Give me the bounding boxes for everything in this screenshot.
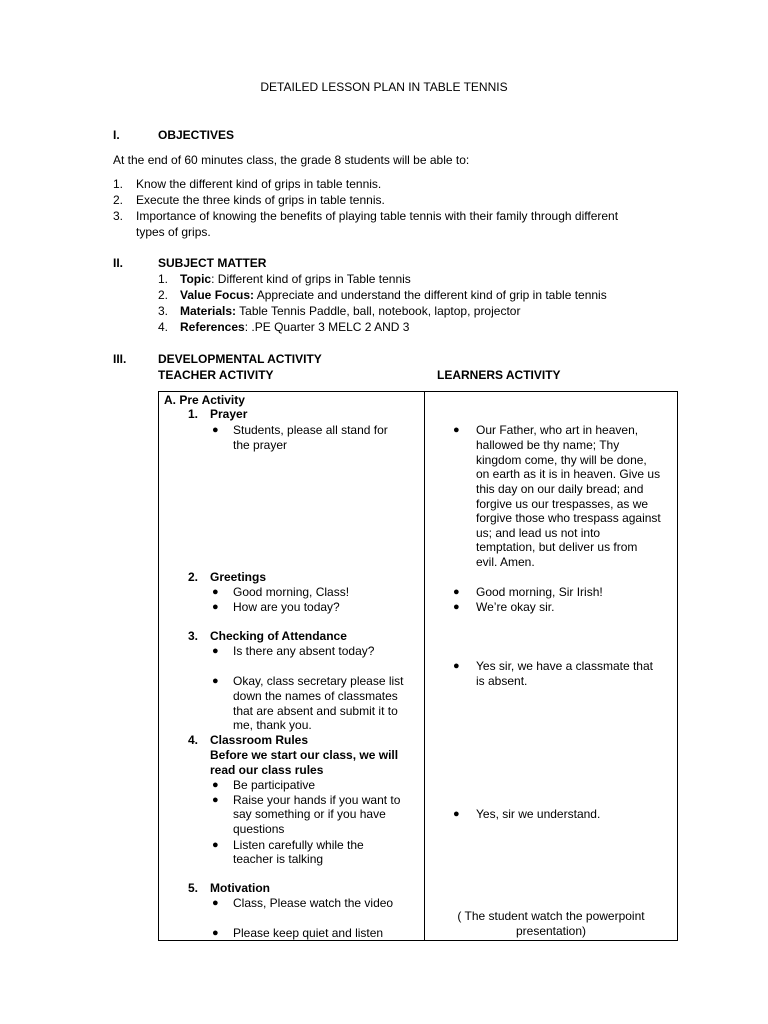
learners-activity-heading: LEARNERS ACTIVITY — [437, 368, 561, 382]
section-number: III. — [113, 352, 127, 366]
table-column-divider — [424, 391, 425, 941]
bullet-icon: ● — [453, 660, 460, 672]
learner-text: Our Father, who art in heaven, — [476, 423, 639, 437]
list-number: 2. — [188, 570, 199, 584]
teacher-text: Students, please all stand for — [233, 423, 388, 437]
step-label: Motivation — [210, 881, 270, 895]
learner-text: on earth as it is in heaven. Give us — [476, 467, 661, 481]
teacher-text: teacher is talking — [233, 852, 324, 866]
subject-item — [180, 288, 607, 303]
learner-text: us; and lead us not into — [476, 526, 601, 540]
section-heading: DEVELOPMENTAL ACTIVITY — [158, 352, 322, 366]
learner-text: this day on our daily bread; and — [476, 482, 644, 496]
bullet-icon: ● — [212, 779, 219, 791]
teacher-text: the prayer — [233, 438, 288, 452]
section-heading: SUBJECT MATTER — [158, 256, 267, 270]
learner-text: Yes, sir we understand. — [476, 807, 601, 821]
list-number: 1. — [113, 177, 124, 191]
section-heading: OBJECTIVES — [158, 128, 235, 142]
teacher-text: Good morning, Class! — [233, 585, 350, 599]
bullet-icon: ● — [212, 897, 219, 909]
bullet-icon: ● — [212, 675, 219, 687]
learner-text: forgive us our trespasses, as we — [476, 497, 649, 511]
objectives-intro: At the end of 60 minutes class, the grade 8 students will be able to: — [113, 153, 470, 167]
teacher-text: Raise your hands if you want to — [233, 793, 401, 807]
list-number: 1. — [158, 272, 169, 286]
learner-text: temptation, but deliver us from — [476, 540, 638, 554]
learner-text: forgive those who trespass against — [476, 511, 661, 525]
list-number: 3. — [113, 209, 124, 223]
step-label: Prayer — [210, 407, 248, 421]
learner-text: Good morning, Sir Irish! — [476, 585, 603, 599]
list-number: 2. — [113, 193, 124, 207]
teacher-text: Is there any absent today? — [233, 644, 375, 658]
learner-text: evil. Amen. — [476, 555, 535, 569]
learner-text: is absent. — [476, 674, 528, 688]
learner-text: hallowed be thy name; Thy — [476, 438, 620, 452]
step-sublabel: read our class rules — [210, 763, 324, 777]
list-number: 1. — [188, 407, 199, 421]
step-sublabel: Before we start our class, we will — [210, 748, 399, 762]
teacher-text: How are you today? — [233, 600, 340, 614]
list-number: 5. — [188, 881, 199, 895]
objective-item-cont: types of grips. — [136, 225, 211, 239]
step-label: Greetings — [210, 570, 267, 584]
bullet-icon: ● — [212, 794, 219, 806]
learner-text: Yes sir, we have a classmate that — [476, 659, 653, 673]
item-label: Topic — [180, 272, 212, 286]
objective-item: Importance of knowing the benefits of playing table tennis with their family through different — [136, 209, 619, 223]
list-number: 4. — [188, 733, 199, 747]
item-text: Appreciate and understand the different kind of grip in table tennis — [254, 288, 607, 302]
item-label: Materials: — [180, 304, 237, 318]
teacher-text: say something or if you have — [233, 807, 386, 821]
item-text: : .PE Quarter 3 MELC 2 AND 3 — [244, 320, 410, 334]
section-number: II. — [113, 256, 124, 270]
list-number: 3. — [188, 629, 199, 643]
section-number: I. — [113, 128, 120, 142]
teacher-activity-heading: TEACHER ACTIVITY — [158, 368, 274, 382]
bullet-icon: ● — [453, 808, 460, 820]
item-text: Table Tennis Paddle, ball, notebook, laptop, projector — [236, 304, 521, 318]
bullet-icon: ● — [212, 645, 219, 657]
step-label: Checking of Attendance — [210, 629, 347, 643]
item-label: References — [180, 320, 245, 334]
learner-text: ( The student watch the powerpoint — [457, 909, 645, 923]
step-label: Classroom Rules — [210, 733, 309, 747]
item-label: Value Focus: — [180, 288, 255, 302]
bullet-icon: ● — [212, 586, 219, 598]
teacher-text: me, thank you. — [233, 718, 312, 732]
list-number: 3. — [158, 304, 169, 318]
subject-item — [180, 272, 411, 287]
teacher-text: Listen carefully while the — [233, 838, 364, 852]
objective-item: Know the different kind of grips in table tennis. — [136, 177, 382, 191]
bullet-icon: ● — [212, 927, 219, 939]
list-number: 2. — [158, 288, 169, 302]
teacher-text: Please keep quiet and listen — [233, 926, 384, 940]
learner-text: presentation) — [515, 924, 587, 938]
learner-text: We’re okay sir. — [476, 600, 555, 614]
teacher-text: that are absent and submit it to — [233, 704, 398, 718]
table-section-title: A. Pre Activity — [164, 393, 245, 407]
teacher-text: Class, Please watch the video — [233, 896, 394, 910]
bullet-icon: ● — [453, 424, 460, 436]
subject-item — [180, 320, 409, 335]
teacher-text: Be participative — [233, 778, 316, 792]
teacher-text: Okay, class secretary please list — [233, 674, 404, 688]
document-title: DETAILED LESSON PLAN IN TABLE TENNIS — [260, 80, 508, 94]
learner-text: kingdom come, thy will be done, — [476, 453, 647, 467]
bullet-icon: ● — [212, 601, 219, 613]
list-number: 4. — [158, 320, 169, 334]
teacher-text: down the names of classmates — [233, 689, 398, 703]
item-text: : Different kind of grips in Table tennis — [211, 272, 411, 286]
bullet-icon: ● — [212, 839, 219, 851]
subject-item — [180, 304, 520, 319]
bullet-icon: ● — [212, 424, 219, 436]
bullet-icon: ● — [453, 586, 460, 598]
objective-item: Execute the three kinds of grips in table tennis. — [136, 193, 385, 207]
bullet-icon: ● — [453, 601, 460, 613]
teacher-text: questions — [233, 822, 285, 836]
